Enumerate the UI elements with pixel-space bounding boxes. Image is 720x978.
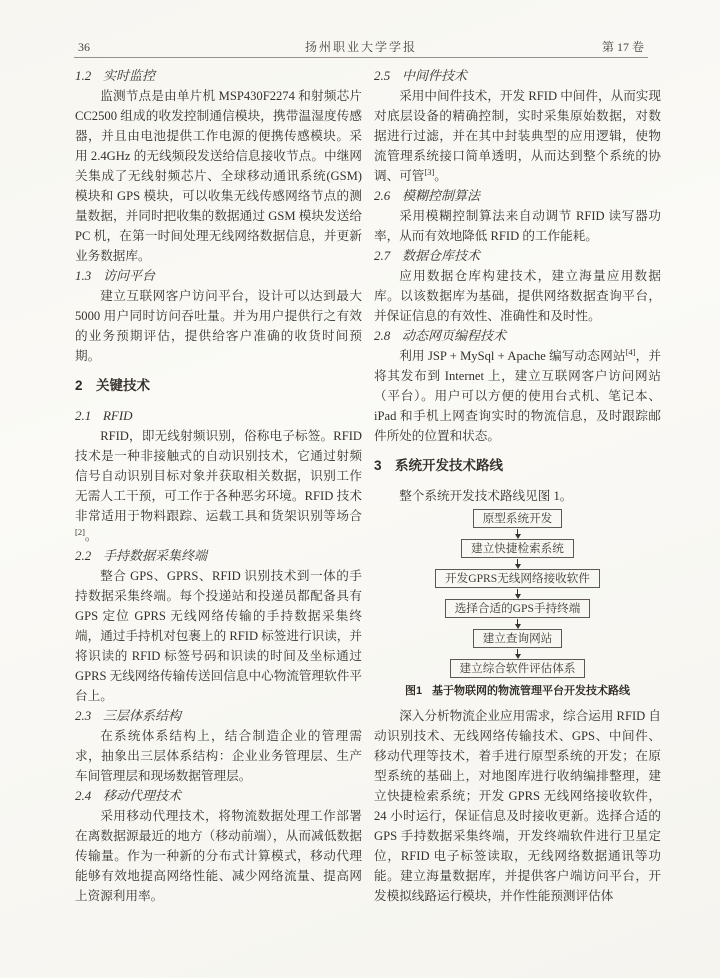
flowchart-step: 建立快捷检索系统 [461, 539, 574, 558]
citation-marker: [4] [625, 346, 636, 357]
paragraph-2-2: 整合 GPS、GPRS、RFID 识别技术到一体的手持数据采集终端。每个投递站和投递员都配备具有 GPS 定位 GPRS 无线网络传输的手持数据采集终端，通过手持机对包裹上的 RFID 标签进行识读，并将识读的 RFID 标签号码和识读的时间及坐标通过 GPRS 无线网络传输传送回信息中心物流管理软件平台上。 [75, 569, 362, 703]
heading-number: 1.2 [75, 68, 92, 83]
arrow-down-icon [515, 588, 521, 599]
heading-number: 2.6 [374, 188, 391, 203]
paragraph-1-3: 建立互联网客户访问平台，设计可以达到最大 5000 用户同时访问吞吐量。并为用户提供行之有效的业务预期评估，提供给客户准确的收货时间预期。 [75, 289, 362, 363]
heading-title: 三层体系结构 [102, 708, 181, 723]
heading-2-2 [75, 546, 362, 566]
heading-number: 1.3 [75, 268, 92, 283]
section-heading-3 [374, 456, 661, 476]
heading-1-2 [75, 66, 362, 86]
paragraph-text: 利用 JSP + MySql + Apache 编写动态网站 [399, 349, 626, 363]
figure-caption-label: 图1 [404, 685, 423, 697]
heading-number: 2.8 [374, 328, 391, 343]
citation-marker: [3] [424, 166, 435, 177]
heading-2-8 [374, 326, 661, 346]
heading-2-5 [374, 66, 661, 86]
right-column [374, 66, 661, 906]
heading-title: 手持数据采集终端 [102, 548, 207, 563]
heading-number: 2.5 [374, 68, 391, 83]
flowchart-step: 开发GPRS无线网络接收软件 [435, 569, 600, 588]
arrow-down-icon [515, 558, 521, 569]
page-header [78, 38, 644, 55]
paragraph-2-3: 在系统体系结构上，结合制造企业的管理需求，抽象出三层体系结构：企业业务管理层、生产车间管理层和现场数据管理层。 [75, 729, 362, 783]
heading-2-1 [75, 406, 362, 426]
arrow-down-icon [515, 618, 521, 629]
heading-title: 访问平台 [102, 268, 155, 283]
heading-number: 2.1 [75, 408, 92, 423]
paragraph-3-intro: 整个系统开发技术路线见图 1。 [399, 489, 573, 503]
heading-title: 数据仓库技术 [401, 248, 480, 263]
heading-title: 系统开发技术路线 [395, 458, 504, 473]
heading-number: 2.3 [75, 708, 92, 723]
paragraph-3-closing: 深入分析物流企业应用需求，综合运用 RFID 自动识别技术、无线网络传输技术、GPS、中间件、移动代理等技术，着手进行原型系统的开发；在原型系统的基础上，对地图库进行收纳编排整理，建立快捷检索系统；开发 GPRS 无线网络接收软件，24 小时运行，保证信息及时接收更新。选择合适的 GPS 手持数据采集终端，开发终端软件进行卫星定位，RFID 电子标签读取，无线网络数据通讯等功能。建立海量数据库，并提供客户端访问平台，开发模拟线路运行模块，并作性能预测评估体 [374, 709, 661, 903]
journal-title: 扬州职业大学学报 [304, 40, 417, 54]
citation-marker: [2] [75, 526, 85, 537]
paragraph-text: 。 [84, 529, 98, 543]
heading-title: 中间件技术 [401, 68, 467, 83]
heading-2-6 [374, 186, 661, 206]
heading-number: 2.4 [75, 788, 92, 803]
heading-number: 3 [374, 458, 382, 473]
figure-flowchart [374, 509, 661, 678]
heading-number: 2 [75, 378, 83, 393]
flowchart-step: 选择合适的GPS手持终端 [445, 599, 591, 618]
paragraph-2-6: 采用模糊控制算法来自动调节 RFID 读写器功率，从而有效地降低 RFID 的工作能耗。 [374, 209, 661, 243]
heading-title: 移动代理技术 [102, 788, 181, 803]
paragraph-2-5 [374, 86, 661, 186]
flowchart-step: 建立查询网站 [473, 629, 563, 648]
left-column [75, 66, 362, 906]
paragraph-2-7: 应用数据仓库构建技术，建立海量应用数据库。以该数据库为基础，提供网络数据查询平台，并保证信息的有效性、准确性和及时性。 [374, 269, 661, 323]
heading-title: 关键技术 [96, 378, 151, 393]
paragraph-text: ，并将其发布到 Internet 上，建立互联网客户访问网站（平台）。用户可以方便的使用台式机、笔记本、iPad 和手机上网查询实时的物流信息，及时跟踪邮件所处的位置和状态。 [374, 349, 661, 443]
section-heading-2 [75, 376, 362, 396]
paragraph-text: 。 [434, 169, 447, 183]
header-rule [74, 57, 648, 58]
figure-caption [374, 683, 661, 699]
heading-title: 动态网页编程技术 [401, 328, 506, 343]
heading-title: 模糊控制算法 [401, 188, 480, 203]
page-number: 36 [78, 40, 90, 54]
heading-2-3 [75, 706, 362, 726]
flowchart-step: 建立综合软件评估体系 [450, 659, 586, 678]
flowchart-step: 原型系统开发 [473, 509, 563, 528]
heading-number: 2.2 [75, 548, 92, 563]
heading-1-3 [75, 266, 362, 286]
heading-2-4 [75, 786, 362, 806]
paragraph-2-1 [75, 426, 362, 546]
figure-caption-text: 基于物联网的物流管理平台开发技术路线 [432, 685, 630, 697]
paragraph-text: 采用中间件技术，开发 RFID 中间件，从而实现对底层设备的精确控制，实时采集原始数据，对数据进行过滤，并在其中封装典型的应用逻辑，使物流管理系统接口简单透明，从而达到整个系统的协调、可管 [374, 89, 661, 183]
heading-title: RFID [102, 408, 133, 423]
paragraph-1-2: 监测节点是由单片机 MSP430F2274 和射频芯片 CC2500 组成的收发控制通信模块，携带温湿度传感器，并且由电池提供工作电源的便携传感模块。采用 2.4GHz 的无线频段发送给信息接收节点。中继网关集成了无线射频芯片、全球移动通讯系统(GSM)模块和 GPS 模块，可以收集无线传感网络节点的测量数据，并同时把收集的数据通过 GSM 模块发送给 PC 机，在第一时间处理无线网络数据信息，并更新业务数据库。 [75, 89, 362, 263]
heading-2-7 [374, 246, 661, 266]
paragraph-2-4: 采用移动代理技术，将物流数据处理工作部署在离数据源最近的地方（移动前端），从而减低数据传输量。作为一种新的分布式计算模式，移动代理能够有效地提高网络性能、减少网络流量、提高网上资源利用率。 [75, 809, 362, 903]
paragraph-2-8 [374, 346, 661, 446]
heading-title: 实时监控 [102, 68, 155, 83]
volume-label: 第 17 卷 [601, 40, 644, 54]
arrow-down-icon [515, 528, 521, 539]
arrow-down-icon [515, 648, 521, 659]
paragraph-text: RFID，即无线射频识别，俗称电子标签。RFID 技术是一种非接触式的自动识别技术，它通过射频信号自动识别目标对象并获取相关数据，识别工作无需人工干预，可工作于各种恶劣环境。RFID 技术非常适用于物料跟踪、运载工具和货架识别等场合 [75, 429, 362, 523]
heading-number: 2.7 [374, 248, 391, 263]
